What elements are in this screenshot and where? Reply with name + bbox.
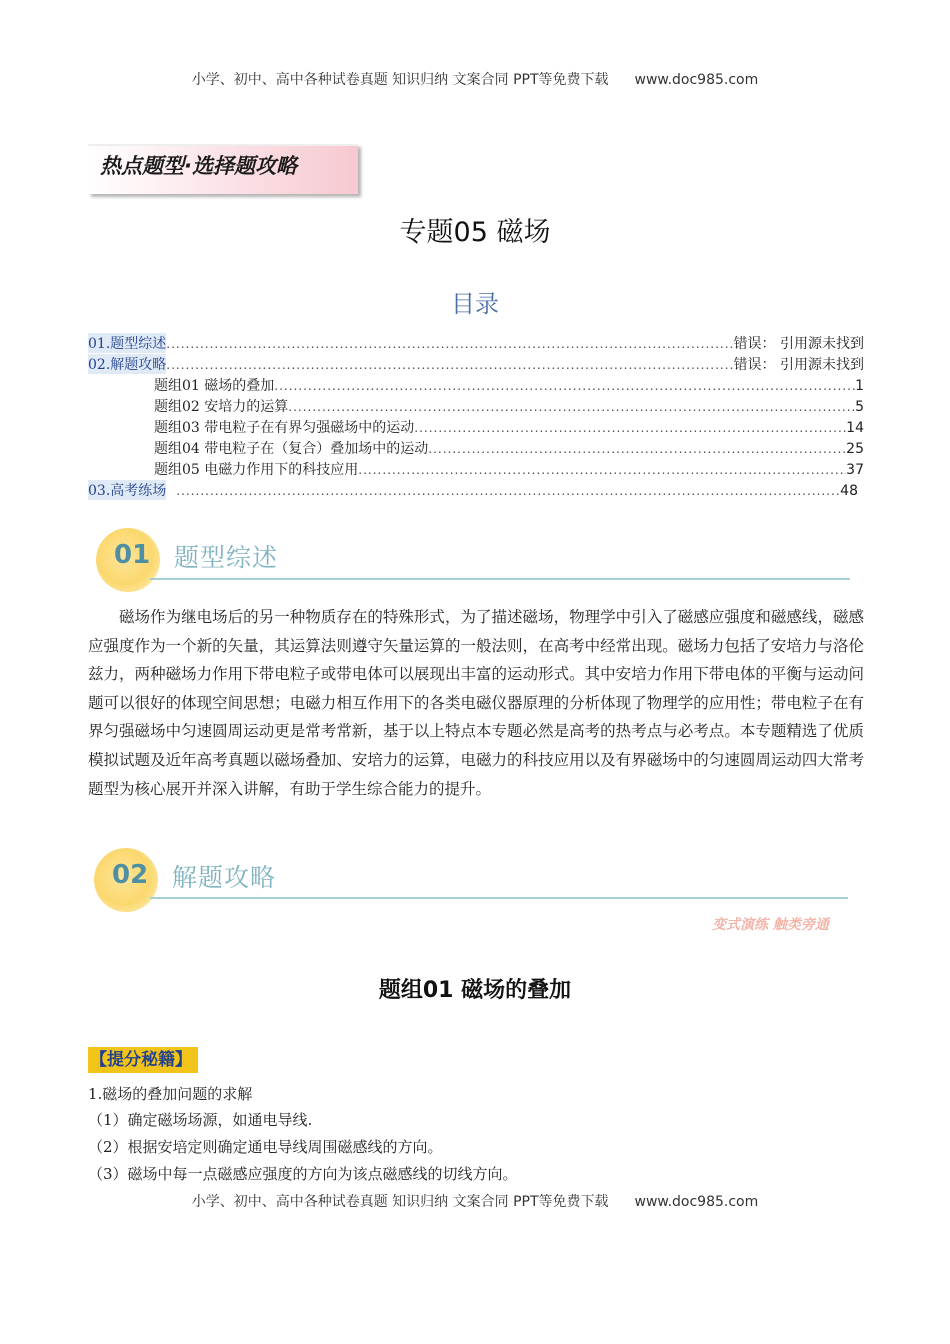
tip-line: （1）确定磁场场源，如通电导线. bbox=[88, 1111, 313, 1129]
toc-item-label: 01.题型综述 bbox=[88, 333, 166, 353]
toc-item-label: 题组04 带电粒子在（复合）叠加场中的运动 bbox=[154, 441, 429, 457]
toc-item-page: 37 bbox=[846, 462, 864, 478]
section-01-title: 题型综述 bbox=[174, 543, 279, 572]
section-02-tagline: 变式演练 触类旁通 bbox=[712, 917, 829, 933]
toc-heading: 目录 bbox=[451, 290, 499, 318]
page-header bbox=[0, 69, 950, 89]
toc-item-label: 题组03 带电粒子在有界匀强磁场中的运动 bbox=[154, 420, 415, 436]
toc-item-label: 02.解题攻略 bbox=[88, 354, 166, 374]
section-02-number: 02 bbox=[112, 860, 149, 890]
toc-item-label: 题组02 安培力的运算 bbox=[154, 399, 289, 415]
toc-item-practice[interactable] bbox=[88, 480, 858, 500]
toc-item-label: 题组01 磁场的叠加 bbox=[154, 378, 275, 394]
footer-text: 小学、初中、高中各种试卷真题 知识归纳 文案合同 PPT等免费下载 bbox=[191, 1194, 609, 1210]
toc-item-page: 14 bbox=[846, 420, 864, 436]
toc-item-label: 03.高考练场 bbox=[88, 480, 166, 500]
tip-line: （3）磁场中每一点磁感应强度的方向为该点磁感线的切线方向。 bbox=[88, 1165, 518, 1183]
footer-url[interactable]: www.doc985.com bbox=[634, 1194, 759, 1210]
toc-item-group-01[interactable] bbox=[154, 375, 864, 395]
toc-item-group-04[interactable] bbox=[154, 438, 864, 458]
toc-item-label: 题组05 电磁力作用下的科技应用 bbox=[154, 462, 359, 478]
toc-leader bbox=[358, 463, 846, 477]
group-01-title: 题组01 磁场的叠加 bbox=[378, 978, 572, 1003]
page-footer bbox=[0, 1191, 950, 1211]
toc-item-page: 5 bbox=[855, 399, 864, 415]
toc-item-page: 25 bbox=[846, 441, 864, 457]
toc-item-page: 48 bbox=[840, 483, 858, 499]
toc-item-page: 1 bbox=[855, 378, 864, 394]
tip-line: 1.磁场的叠加问题的求解 bbox=[88, 1085, 253, 1103]
overview-paragraph: 磁场作为继电场后的另一种物质存在的特殊形式，为了描述磁场，物理学中引入了磁感应强度和磁感线，磁感应强度作为一个新的矢量，其运算法则遵守矢量运算的一般法则，在高考中经常出现。磁场力包括了安培力与洛伦兹力，两种磁场力作用下带电粒子或带电体可以展现出丰富的运动形式。其中安培力作用下带电体的平衡与运动问题可以很好的体现空间思想；电磁力相互作用下的各类电磁仪器原理的分析体现了物理学的应用性；带电粒子在有界匀强磁场中匀速圆周运动更是常考常新，基于以上特点本专题必然是高考的热考点与必考点。本专题精选了优质模拟试题及近年高考真题以磁场叠加、安培力的运算，电磁力的科技应用以及有界磁场中的匀速圆周运动四大常考题型为核心展开并深入讲解，有助于学生综合能力的提升。 bbox=[88, 608, 864, 798]
toc-item-group-02[interactable] bbox=[154, 396, 864, 416]
toc-leader bbox=[166, 337, 733, 351]
toc-item-strategy[interactable] bbox=[88, 354, 864, 374]
toc-leader bbox=[166, 358, 733, 372]
toc-leader bbox=[414, 421, 846, 435]
toc-item-page: 错误： 引用源未找到 bbox=[733, 336, 864, 352]
toc-leader bbox=[288, 400, 855, 414]
section-02-divider bbox=[150, 897, 848, 899]
toc-leader bbox=[176, 484, 840, 498]
topic-banner-label: 热点题型·选择题攻略 bbox=[100, 154, 297, 178]
header-text: 小学、初中、高中各种试卷真题 知识归纳 文案合同 PPT等免费下载 bbox=[191, 72, 609, 88]
toc-leader bbox=[428, 442, 846, 456]
header-url[interactable]: www.doc985.com bbox=[634, 72, 759, 88]
tip-line: （2）根据安培定则确定通电导线周围磁感线的方向。 bbox=[88, 1138, 443, 1156]
toc-leader bbox=[274, 379, 855, 393]
toc-item-page: 错误： 引用源未找到 bbox=[733, 357, 864, 373]
toc-item-group-03[interactable] bbox=[154, 417, 864, 437]
section-01-divider bbox=[150, 578, 850, 580]
tips-label: 【提分秘籍】 bbox=[88, 1047, 198, 1073]
section-02-title: 解题攻略 bbox=[172, 863, 277, 892]
toc-item-group-05[interactable] bbox=[154, 459, 864, 479]
section-01-number: 01 bbox=[114, 540, 151, 570]
toc-item-overview[interactable] bbox=[88, 333, 864, 353]
page-title: 专题05 磁场 bbox=[399, 217, 551, 248]
